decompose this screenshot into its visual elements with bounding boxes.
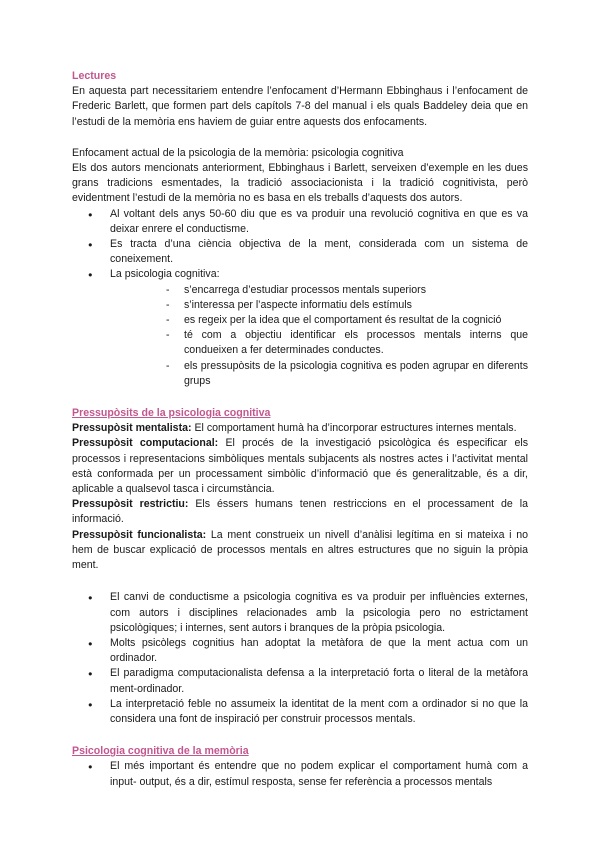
memoria-bullet-list — [72, 759, 528, 789]
sub-list-item: - es regeix per la idea que el comportament és resultat de la cognició — [110, 313, 528, 328]
list-item: ● El canvi de conductisme a psicologia cognitiva es va produir per influències externes, com autors i disciplines relacionades amb la psicologia pero no estrictament psicològiques; i internes, sent autors i branques de la pròpia psicologia. — [72, 590, 528, 636]
pressuposit-text: La ment construeix un nivell d’anàlisi legítima en si mateixa i no hem de buscar explicació de processos mentals en altres estructures que no siguin la pròpia ment. — [72, 528, 528, 572]
list-item: ● La interpretació feble no assumeix la identitat de la ment com a ordinador si no que la considera una font de inspiració per construir processos mentals. — [72, 697, 528, 727]
pressuposit-mentalista — [72, 421, 528, 436]
pressuposit-term: Pressupòsit funcionalista: — [72, 528, 207, 541]
memoria-heading: Psicologia cognitiva de la memòria — [72, 745, 249, 758]
enfocament-bullet-list — [72, 207, 528, 389]
enfocament-paragraph: Els dos autors mencionats anteriorment, Ebbinghaus i Barlett, serveixen d’exemple en les dues grans tradicions esmentades, la tradició associacionista i la tradició cognitivista, però evidentment l’estudi de la memòria no es basa en els treballs d’aquests dos autors. — [72, 162, 528, 205]
list-item: ● Al voltant dels anys 50-60 diu que es va produir una revolució cognitiva en que es va deixar enrere el conductisme. — [72, 207, 528, 237]
sub-list-item: - té com a objectiu identificar els processos mentals interns que condueixen a fer determinades conductes. — [110, 328, 528, 358]
pressuposit-funcionalista — [72, 528, 528, 574]
pressuposits-bullet-list — [72, 590, 528, 727]
list-item-label: La psicologia cognitiva: — [110, 268, 220, 281]
pressuposit-term: Pressupòsit computacional: — [72, 437, 219, 450]
document-content — [72, 69, 528, 790]
pressuposit-term: Pressupòsit restrictiu: — [72, 498, 189, 511]
sub-list-item: - s’interessa per l’aspecte informatiu dels estímuls — [110, 298, 528, 313]
pressuposit-text: El comportament humà ha d’incorporar estructures internes mentals. — [191, 422, 517, 435]
pressuposit-text: El procés de la investigació psicològica és especificar els processos i representacions simbòliques mentals subjacents als nostres actes i l’activitat mental està conformada per un processament simbòlic d’informació que és generalitzable, és a dir, aplicable a qualsevol tasca i circumstància. — [72, 437, 528, 496]
list-item — [72, 267, 528, 389]
list-item: ● Es tracta d’una ciència objectiva de la ment, considerada com un sistema de coneixement. — [72, 237, 528, 267]
enfocament-title: Enfocament actual de la psicologia de la memòria: psicologia cognitiva — [72, 146, 404, 159]
sub-list-item: - s’encarrega d’estudiar processos mentals superiors — [110, 283, 528, 298]
lectures-heading: Lectures — [72, 70, 117, 82]
pressuposit-term: Pressupòsit mentalista: — [72, 422, 192, 435]
psicologia-cognitiva-sublist — [110, 283, 528, 389]
lectures-paragraph: En aquesta part necessitariem entendre l’enfocament d’Hermann Ebbinghaus i l’enfocament de Frederic Barlett, que formen part dels capítols 7-8 del manual i els quals Baddeley deia que en l’estudi de la memòria ens haviem de guiar entre aquests dos enfocaments. — [72, 85, 528, 128]
pressuposit-restrictiu — [72, 497, 528, 527]
pressuposit-computacional — [72, 436, 528, 497]
sub-list-item: - els pressupòsits de la psicologia cognitiva es poden agrupar en diferents grups — [110, 359, 528, 389]
pressuposit-text: Els éssers humans tenen restriccions en el processament de la informació. — [72, 498, 528, 526]
list-item: ● El paradigma computacionalista defensa a la interpretació forta o literal de la metàfora ment-ordinador. — [72, 666, 528, 696]
list-item: ● El més important és entendre que no podem explicar el comportament humà com a input- output, és a dir, estímul resposta, sense fer referència a processos mentals — [72, 759, 528, 789]
pressuposits-heading: Pressupòsits de la psicologia cognitiva — [72, 407, 271, 420]
list-item: ● Molts psicòlegs cognitius han adoptat la metàfora de que la ment actua com un ordinador. — [72, 636, 528, 666]
